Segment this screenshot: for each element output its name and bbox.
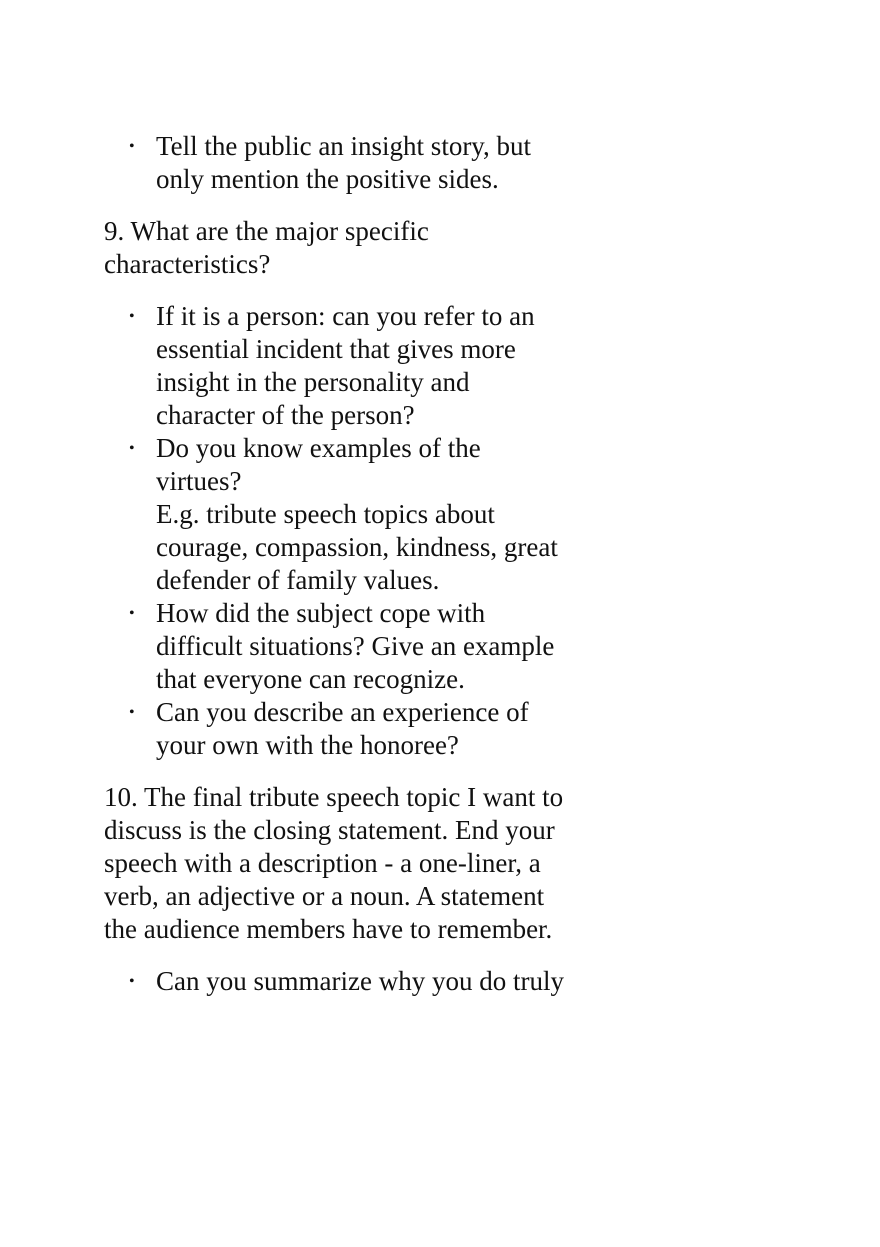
bullet-icon: • [129,973,135,990]
list-item-text: courage, compassion, kindness, great [156,532,558,562]
bullet-icon: • [129,605,135,622]
paragraph-line: 9. What are the major specific [104,216,429,246]
list-item-text: If it is a person: can you refer to an [156,301,535,331]
top-bullet-list [104,130,624,196]
list-item-text: essential incident that gives more [156,334,516,364]
list-item-text: only mention the positive sides. [156,164,499,194]
list-item [129,597,624,696]
question-9-bullet-list [104,300,624,762]
list-item-text: difficult situations? Give an example [156,631,555,661]
list-item-text: virtues? [156,466,242,496]
list-item-text: Can you summarize why you do truly [156,966,564,996]
paragraph-line: verb, an adjective or a noun. A statement [104,881,545,911]
paragraph-line: discuss is the closing statement. End your [104,815,555,845]
paragraph-line: 10. The final tribute speech topic I want to [104,782,564,812]
list-item-text: How did the subject cope with [156,598,486,628]
bullet-icon: • [129,704,135,721]
paragraph-line: speech with a description - a one-liner, a [104,848,541,878]
list-item-text: defender of family values. [156,565,440,595]
question-9-heading [104,215,624,281]
list-item [129,965,624,998]
list-item-text: insight in the personality and [156,367,470,397]
question-10-bullet-list [104,965,624,998]
list-item [129,432,624,597]
list-item-text: that everyone can recognize. [156,664,465,694]
list-item [129,300,624,432]
paragraph-line: characteristics? [104,249,271,279]
list-item-text: Can you describe an experience of [156,697,529,727]
list-item-text: Tell the public an insight story, but [156,131,532,161]
bullet-icon: • [129,138,135,155]
paragraph-line: the audience members have to remember. [104,914,553,944]
list-item [129,130,624,196]
bullet-icon: • [129,440,135,457]
list-item [129,696,624,762]
list-item-text: character of the person? [156,400,415,430]
bullet-icon: • [129,308,135,325]
page-content [104,130,624,998]
list-item-text: E.g. tribute speech topics about [156,499,495,529]
list-item-text: your own with the honoree? [156,730,459,760]
question-10-paragraph [104,781,624,946]
list-item-text: Do you know examples of the [156,433,481,463]
